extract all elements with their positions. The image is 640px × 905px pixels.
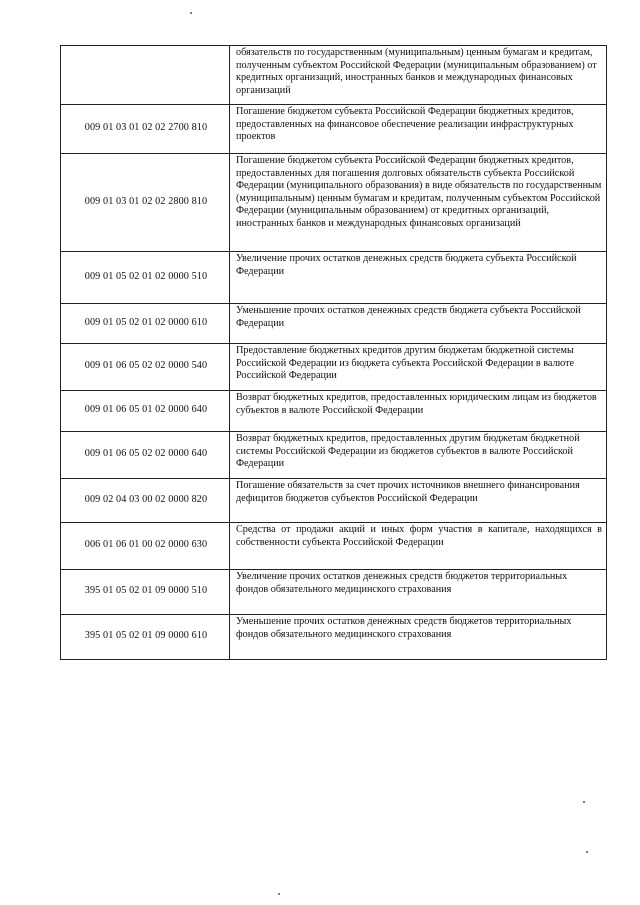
table-row (61, 523, 607, 570)
description-cell: Уменьшение прочих остатков денежных средств бюджетов территориальных фондов обязательного медицинского страхования (230, 615, 607, 660)
code-cell: 009 01 05 02 01 02 0000 610 (61, 304, 230, 344)
description-cell: Погашение бюджетом субъекта Российской Федерации бюджетных кредитов, предоставленных для погашения долговых обязательств субъекта Российской Федерации (муниципального образования) в виде обязательств по государственным (муниципальным) ценным бумагам и кредитам, полученным субъектом Российской Федерации (муниципальным образованием) от кредитных организаций, иностранных банков и международных финансовых организаций (230, 154, 607, 252)
table-row (61, 432, 607, 479)
scan-speck (583, 801, 585, 803)
table-row (61, 570, 607, 615)
budget-codes-table (60, 45, 607, 660)
description-cell: Погашение бюджетом субъекта Российской Федерации бюджетных кредитов, предоставленных на финансовое обеспечение реализации инфраструктурных проектов (230, 105, 607, 154)
table-row (61, 154, 607, 252)
table-row (61, 105, 607, 154)
code-cell: 395 01 05 02 01 09 0000 510 (61, 570, 230, 615)
table-row (61, 252, 607, 304)
scan-speck (278, 893, 280, 895)
table-row (61, 391, 607, 432)
table-row (61, 615, 607, 660)
table-row (61, 344, 607, 391)
description-cell: Средства от продажи акций и иных форм участия в капитале, находящихся в собственности субъекта Российской Федерации (230, 523, 607, 570)
description-cell: обязательств по государственным (муниципальным) ценным бумагам и кредитам, полученным субъектом Российской Федерации (муниципальным образованием) от кредитных организаций, иностранных банков и международных финансовых организаций (230, 46, 607, 105)
description-cell: Предоставление бюджетных кредитов другим бюджетам бюджетной системы Российской Федерации из бюджета субъекта Российской Федерации в валюте Российской Федерации (230, 344, 607, 391)
code-cell: 395 01 05 02 01 09 0000 610 (61, 615, 230, 660)
code-cell: 009 01 06 05 02 02 0000 640 (61, 432, 230, 479)
code-cell: 006 01 06 01 00 02 0000 630 (61, 523, 230, 570)
scan-speck (586, 851, 588, 853)
code-cell: 009 01 06 05 01 02 0000 640 (61, 391, 230, 432)
description-cell: Возврат бюджетных кредитов, предоставленных другим бюджетам бюджетной системы Российской Федерации из бюджетов субъектов в валюте Российской Федерации (230, 432, 607, 479)
code-cell: 009 01 03 01 02 02 2800 810 (61, 154, 230, 252)
table-row (61, 479, 607, 523)
table-row (61, 46, 607, 105)
description-cell: Погашение обязательств за счет прочих источников внешнего финансирования дефицитов бюджетов субъектов Российской Федерации (230, 479, 607, 523)
code-cell: 009 01 06 05 02 02 0000 540 (61, 344, 230, 391)
description-cell: Увеличение прочих остатков денежных средств бюджета субъекта Российской Федерации (230, 252, 607, 304)
code-cell: 009 01 03 01 02 02 2700 810 (61, 105, 230, 154)
description-cell: Уменьшение прочих остатков денежных средств бюджета субъекта Российской Федерации (230, 304, 607, 344)
scan-speck (190, 12, 192, 14)
description-cell: Увеличение прочих остатков денежных средств бюджетов территориальных фондов обязательного медицинского страхования (230, 570, 607, 615)
description-cell: Возврат бюджетных кредитов, предоставленных юридическим лицам из бюджетов субъектов в валюте Российской Федерации (230, 391, 607, 432)
code-cell (61, 46, 230, 105)
table-row (61, 304, 607, 344)
code-cell: 009 01 05 02 01 02 0000 510 (61, 252, 230, 304)
code-cell: 009 02 04 03 00 02 0000 820 (61, 479, 230, 523)
